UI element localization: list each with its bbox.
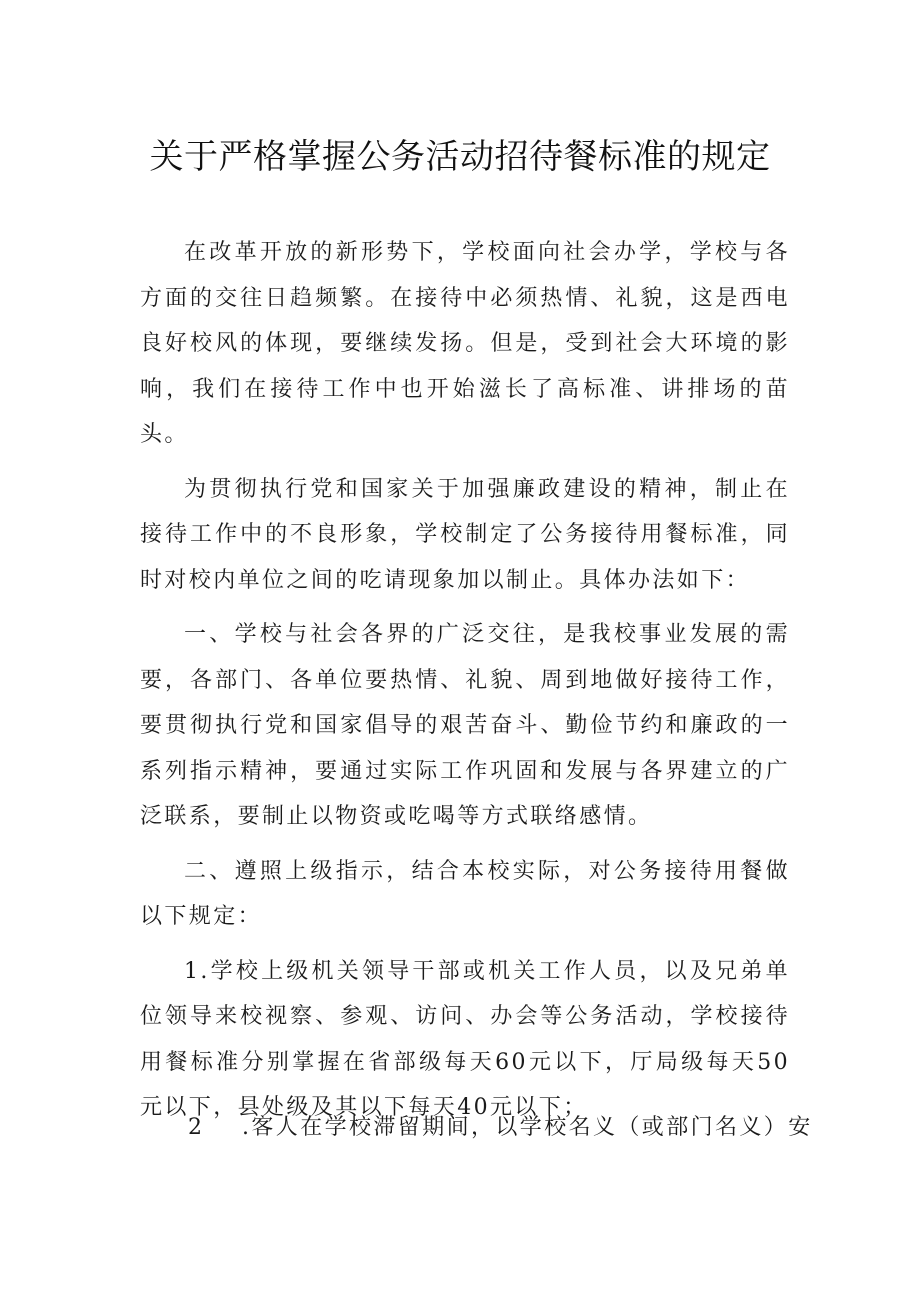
document-body xyxy=(140,230,790,1140)
item-two-number: 2 xyxy=(188,1115,205,1140)
document-title: 关于严格掌握公务活动招待餐标准的规定 xyxy=(149,137,771,177)
paragraph-intro: 在改革开放的新形势下，学校面向社会办学，学校与各方面的交往日趋频繁。在接待中必须热情、礼貌，这是西电良好校风的体现，要继续发扬。但是，受到社会大环境的影响，我们在接待工作中也开始滋长了高标准、讲排场的苗头。 xyxy=(140,240,790,447)
paragraph-item-two xyxy=(140,1105,813,1151)
paragraph-section-one: 一、学校与社会各界的广泛交往，是我校事业发展的需要，各部门、各单位要热情、礼貌、周到地做好接待工作，要贯彻执行党和国家倡导的艰苦奋斗、勤俭节约和廉政的一系列指示精神，要通过实际工作巩固和发展与各界建立的广泛联系，要制止以物资或吃喝等方式联络感情。 xyxy=(140,622,790,829)
paragraph-section-two: 二、遵照上级指示，结合本校实际，对公务接待用餐做以下规定： xyxy=(140,858,790,929)
paragraph-item-one: 1.学校上级机关领导干部或机关工作人员，以及兄弟单位领导来校视察、参观、访问、办会等公务活动，学校接待用餐标准分别掌握在省部级每天60元以下，厅局级每天50元以下，县处级及其以下每天40元以下； xyxy=(140,958,790,1120)
item-two-text: .客人在学校滞留期间，以学校名义（或部门名义）安 xyxy=(242,1115,813,1140)
paragraph-purpose: 为贯彻执行党和国家关于加强廉政建设的精神，制止在接待工作中的不良形象，学校制定了公务接待用餐标准，同时对校内单位之间的吃请现象加以制止。具体办法如下： xyxy=(140,476,790,593)
